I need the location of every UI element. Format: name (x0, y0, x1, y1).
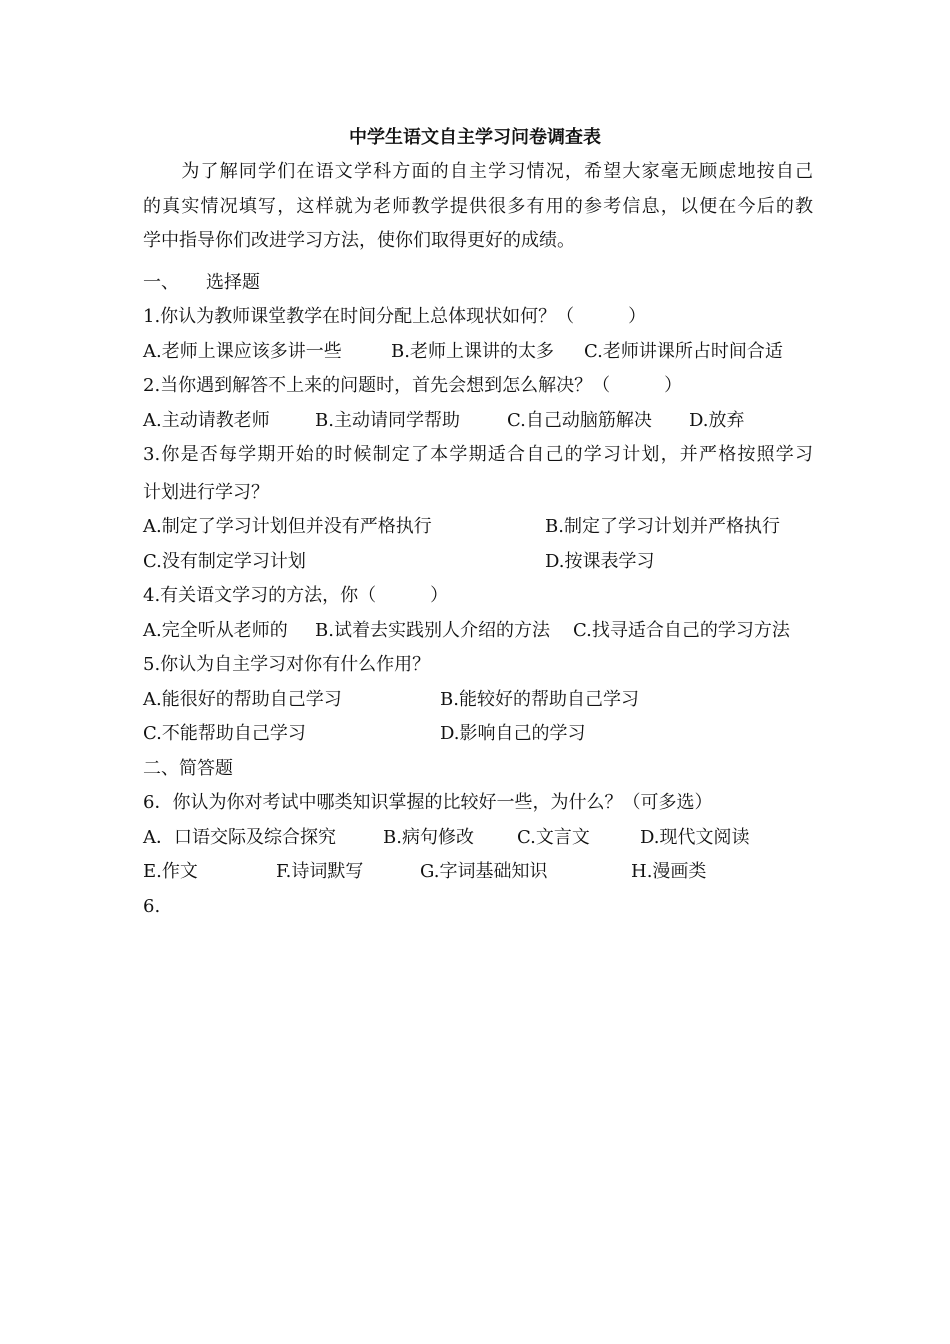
question-6-options-row-2 (143, 858, 813, 886)
trailing-number: 6. (143, 896, 161, 917)
q6-option-e: E.作文 (143, 861, 198, 882)
q6-option-a: A．口语交际及综合探究 (143, 827, 336, 848)
q1-option-b: B.老师上课讲的太多 (391, 341, 554, 362)
q3-option-a: A.制定了学习计划但并没有严格执行 (143, 516, 432, 537)
document-title: 中学生语文自主学习问卷调查表 (349, 127, 601, 148)
q1-option-a: A.老师上课应该多讲一些 (143, 341, 342, 362)
question-5-options-row-1 (143, 686, 813, 714)
q5-option-c: C.不能帮助自己学习 (143, 723, 306, 744)
q6-option-b: B.病句修改 (383, 827, 474, 848)
q6-option-c: C.文言文 (517, 827, 590, 848)
q3-option-c: C.没有制定学习计划 (143, 551, 306, 572)
q1-option-c: C.老师讲课所占时间合适 (584, 341, 783, 362)
question-1-options (143, 338, 813, 366)
question-4: 4.有关语文学习的方法，你（ ） (143, 585, 449, 606)
question-2: 2.当你遇到解答不上来的问题时，首先会想到怎么解决？（ ） (143, 375, 683, 396)
question-2-options (143, 407, 813, 435)
section-heading-short-answer: 二、简答题 (143, 758, 233, 779)
q2-option-b: B.主动请同学帮助 (315, 410, 460, 431)
q2-option-a: A.主动请教老师 (143, 410, 270, 431)
q6-option-g: G.字词基础知识 (420, 861, 548, 882)
question-1: 1.你认为教师课堂教学在时间分配上总体现状如何？（ ） (143, 306, 647, 327)
q5-option-a: A.能很好的帮助自己学习 (143, 689, 342, 710)
intro-line-2: 的真实情况填写，这样就为老师教学提供很多有用的参考信息，以便在今后的教 (143, 196, 813, 217)
q3-option-b: B.制定了学习计划并严格执行 (545, 516, 780, 537)
question-4-options (143, 617, 813, 645)
q3-option-d: D.按课表学习 (545, 551, 655, 572)
q6-option-f: F.诗词默写 (276, 861, 364, 882)
question-3-options-row-2 (143, 548, 813, 576)
question-5-options-row-2 (143, 720, 813, 748)
q4-option-b: B.试着去实践别人介绍的方法 (315, 620, 550, 641)
question-3-line-1: 3.你是否每学期开始的时候制定了本学期适合自己的学习计划，并严格按照学习 (143, 444, 813, 465)
q4-option-a: A.完全听从老师的 (143, 620, 288, 641)
q2-option-c: C.自己动脑筋解决 (507, 410, 652, 431)
q6-option-h: H.漫画类 (631, 861, 707, 882)
question-5: 5.你认为自主学习对你有什么作用？ (143, 654, 431, 675)
question-6-options-row-1 (143, 824, 813, 852)
q5-option-d: D.影响自己的学习 (440, 723, 586, 744)
question-6: 6．你认为你对考试中哪类知识掌握的比较好一些，为什么？（可多选） (143, 792, 713, 813)
q2-option-d: D.放弃 (689, 410, 745, 431)
q5-option-b: B.能较好的帮助自己学习 (440, 689, 639, 710)
q4-option-c: C.找寻适合自己的学习方法 (573, 620, 790, 641)
intro-line-1: 为了解同学们在语文学科方面的自主学习情况，希望大家毫无顾虑地按自己 (143, 161, 813, 182)
q6-option-d: D.现代文阅读 (640, 827, 750, 848)
intro-line-3: 学中指导你们改进学习方法，使你们取得更好的成绩。 (143, 230, 575, 251)
section-heading-choice: 一、 选择题 (143, 272, 260, 293)
question-3-options-row-1 (143, 513, 813, 541)
question-3-line-2: 计划进行学习？ (143, 482, 269, 503)
